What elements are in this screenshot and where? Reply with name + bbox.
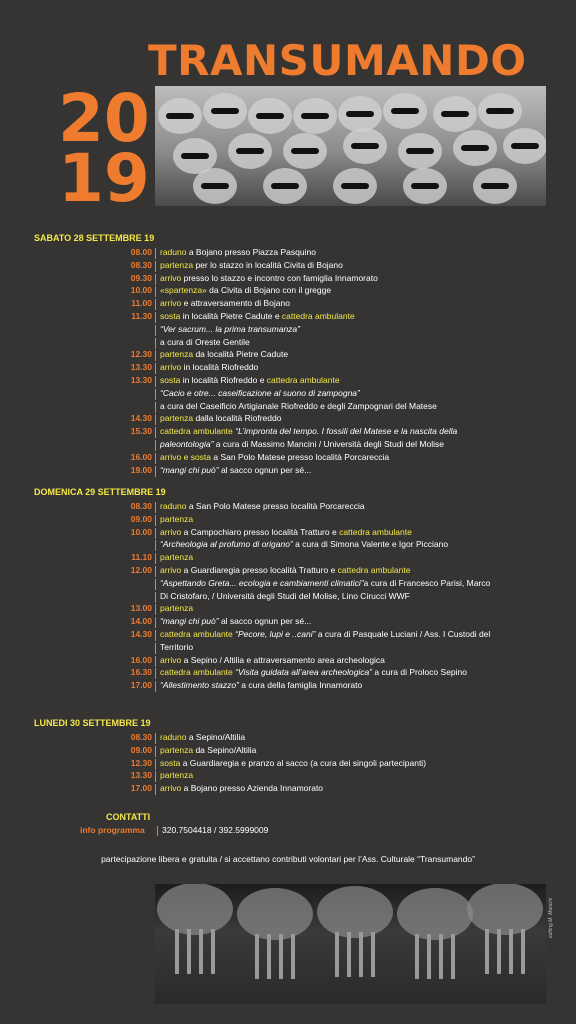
schedule-time: 12.30 bbox=[130, 349, 152, 360]
schedule-divider bbox=[155, 668, 156, 679]
schedule-text: Territorio bbox=[160, 641, 194, 652]
schedule-description bbox=[160, 401, 550, 411]
schedule-divider bbox=[155, 579, 156, 590]
schedule-row bbox=[0, 552, 576, 565]
schedule-text: arrivo bbox=[160, 298, 182, 309]
schedule-text: a cura di Proloco Sepino bbox=[372, 667, 467, 678]
sunglasses-icon bbox=[341, 183, 369, 189]
schedule-text: arrivo bbox=[160, 272, 182, 283]
schedule-text: “Archeologia al profumo di origano” bbox=[160, 539, 293, 550]
schedule-description bbox=[160, 667, 550, 677]
schedule-description bbox=[160, 362, 550, 372]
schedule-description bbox=[160, 324, 550, 334]
schedule-text: partenza bbox=[160, 744, 194, 755]
schedule-text: cattedra ambulante bbox=[337, 565, 411, 575]
schedule-text: “Aspettando Greta... ecologia e cambiamenti climatici” bbox=[160, 577, 364, 588]
schedule-divider bbox=[155, 453, 156, 464]
schedule-text: a San Polo Matese presso località Porcareccia bbox=[211, 451, 390, 462]
schedule-description bbox=[160, 603, 550, 613]
schedule-time: 14.30 bbox=[130, 413, 152, 424]
schedule-description bbox=[160, 311, 550, 321]
sheep-leg bbox=[521, 929, 525, 974]
schedule-row bbox=[0, 324, 576, 337]
schedule-divider bbox=[155, 363, 156, 374]
schedule-divider bbox=[155, 389, 156, 400]
schedule-row bbox=[0, 539, 576, 552]
schedule-text: arrivo bbox=[160, 526, 182, 537]
schedule-time: 11.30 bbox=[131, 311, 152, 321]
schedule-time: 14.00 bbox=[130, 616, 152, 627]
schedule-description bbox=[160, 642, 550, 652]
schedule-divider bbox=[155, 502, 156, 513]
schedule-divider bbox=[155, 630, 156, 641]
schedule-text: “mangi chi può” bbox=[160, 616, 219, 627]
schedule-text: a Sepino/Altilia bbox=[186, 732, 246, 742]
schedule-divider bbox=[155, 350, 156, 361]
sheep-leg bbox=[255, 934, 259, 979]
schedule-description bbox=[160, 629, 550, 639]
schedule-divider bbox=[155, 784, 156, 795]
schedule-row bbox=[0, 311, 576, 324]
info-phone: 320.7504418 / 392.5999009 bbox=[162, 825, 269, 835]
schedule-time: 12.00 bbox=[130, 565, 152, 575]
schedule-text: a cura di Simona Valente e Igor Picciano bbox=[292, 539, 449, 550]
schedule-divider bbox=[155, 617, 156, 628]
schedule-row bbox=[0, 426, 576, 439]
schedule-description bbox=[160, 452, 550, 462]
schedule-divider bbox=[155, 286, 156, 297]
year-top: 20 bbox=[58, 80, 150, 157]
schedule-time: 13.00 bbox=[130, 603, 152, 614]
sunglasses-icon bbox=[256, 113, 284, 119]
schedule-text: da Civita di Bojano con il gregge bbox=[206, 285, 332, 296]
schedule-row bbox=[0, 452, 576, 465]
footer-note: partecipazione libera e gratuita / si accettano contributi volontari per l’Ass. Culturale “Transumando” bbox=[101, 854, 475, 864]
sunglasses-icon bbox=[211, 108, 239, 114]
schedule-time: 11.10 bbox=[131, 552, 152, 563]
schedule-description bbox=[160, 770, 550, 780]
sheep-leg bbox=[497, 929, 501, 974]
schedule-text: “Allestimento stazzo” bbox=[160, 680, 239, 691]
schedule-text: raduno bbox=[160, 501, 187, 511]
schedule-row bbox=[0, 413, 576, 426]
schedule-description bbox=[160, 591, 550, 601]
schedule-text: in località Riofreddo bbox=[181, 362, 259, 373]
sunglasses-icon bbox=[271, 183, 299, 189]
schedule-text: in località Riofreddo e bbox=[180, 375, 267, 385]
sunglasses-icon bbox=[166, 113, 194, 119]
schedule-description bbox=[160, 413, 550, 423]
schedule-text: in località Pietre Cadute e bbox=[180, 311, 282, 321]
schedule-text: per lo stazzo in località Civita di Bojano bbox=[193, 259, 343, 270]
schedule-row bbox=[0, 667, 576, 680]
sheep-leg bbox=[509, 929, 513, 974]
schedule-time: 08.30 bbox=[130, 259, 152, 270]
sheep-leg bbox=[267, 934, 271, 979]
schedule-time: 10.00 bbox=[130, 285, 152, 296]
schedule-row bbox=[0, 655, 576, 668]
schedule-row bbox=[0, 680, 576, 693]
schedule-divider bbox=[155, 376, 156, 387]
schedule-row bbox=[0, 501, 576, 514]
schedule-row bbox=[0, 273, 576, 286]
schedule-text: Di Cristofaro, / Università degli Studi del Molise, Lino Cirucci WWF bbox=[160, 590, 410, 601]
schedule-text: “Ver sacrum... la prima transumanza” bbox=[160, 323, 300, 334]
sheep-leg bbox=[199, 929, 203, 974]
schedule-divider bbox=[155, 746, 156, 757]
schedule-description bbox=[160, 285, 550, 295]
schedule-text: sosta bbox=[160, 311, 181, 321]
schedule-description bbox=[160, 655, 550, 665]
schedule-divider bbox=[155, 248, 156, 259]
schedule-description bbox=[160, 247, 550, 257]
schedule-divider bbox=[155, 402, 156, 413]
sunglasses-icon bbox=[486, 108, 514, 114]
schedule-time: 09.00 bbox=[130, 513, 152, 524]
schedule-time: 16.00 bbox=[130, 451, 152, 462]
schedule-time: 12.30 bbox=[130, 757, 152, 768]
schedule-time: 19.00 bbox=[130, 464, 152, 475]
sheep-body bbox=[237, 888, 313, 940]
schedule-time: 16.00 bbox=[130, 654, 152, 665]
schedule-time: 09.00 bbox=[130, 744, 152, 755]
schedule-row bbox=[0, 260, 576, 273]
schedule-description bbox=[160, 465, 550, 475]
schedule-row bbox=[0, 401, 576, 414]
schedule-row bbox=[0, 642, 576, 655]
schedule-row bbox=[0, 247, 576, 260]
schedule-text: a Sepino / Altilia e attraversamento area archeologica bbox=[181, 654, 385, 665]
schedule-text: e attraversamento di Bojano bbox=[181, 298, 290, 309]
schedule-time: 13.30 bbox=[130, 362, 152, 373]
sheep-leg bbox=[415, 934, 419, 979]
sheep-body bbox=[157, 884, 233, 935]
sheep-leg bbox=[439, 934, 443, 979]
schedule-row bbox=[0, 337, 576, 350]
schedule-row bbox=[0, 388, 576, 401]
schedule-description bbox=[160, 539, 550, 549]
schedule-description bbox=[160, 565, 550, 575]
schedule-text: “Pecore, lupi e ..cani” bbox=[232, 629, 316, 639]
schedule-time: 08.30 bbox=[130, 732, 152, 742]
schedule-divider bbox=[155, 427, 156, 438]
schedule-description bbox=[160, 514, 550, 524]
sheep-leg bbox=[211, 929, 215, 974]
poster-title: TRANSUMANDO bbox=[148, 36, 527, 85]
schedule-text: raduno bbox=[160, 247, 187, 257]
sunglasses-icon bbox=[511, 143, 539, 149]
schedule-time: 08.30 bbox=[130, 501, 152, 511]
schedule-description bbox=[160, 680, 550, 690]
schedule-description bbox=[160, 375, 550, 385]
schedule-row bbox=[0, 527, 576, 540]
schedule-description bbox=[160, 426, 550, 436]
schedule-divider bbox=[155, 466, 156, 477]
photo-credit: editing M. Mancini bbox=[548, 897, 554, 938]
sheep-body bbox=[467, 884, 543, 935]
schedule-row bbox=[0, 783, 576, 796]
schedule-time: 13.30 bbox=[130, 375, 152, 385]
schedule-row bbox=[0, 770, 576, 783]
info-divider bbox=[157, 826, 158, 836]
day-heading: LUNEDI 30 SETTEMBRE 19 bbox=[34, 718, 151, 728]
schedule-row bbox=[0, 565, 576, 578]
sheep-leg bbox=[485, 929, 489, 974]
schedule-divider bbox=[155, 771, 156, 782]
schedule-text: partenza bbox=[160, 603, 194, 614]
schedule-time: 15.30 bbox=[130, 426, 152, 437]
schedule-description bbox=[160, 298, 550, 308]
schedule-text: a Guardiaregia presso località Tratturo e bbox=[181, 565, 338, 575]
schedule-text: a cura di Massimo Mancini / Università degli Studi del Molise bbox=[213, 439, 444, 449]
schedule-time: 11.00 bbox=[131, 298, 152, 309]
schedule-text: sosta bbox=[160, 375, 181, 385]
schedule-row bbox=[0, 285, 576, 298]
sheep-legs-photo bbox=[155, 884, 546, 1004]
schedule-text: a Bojano presso Azienda Innamorato bbox=[181, 783, 324, 794]
schedule-divider bbox=[155, 553, 156, 564]
schedule-description bbox=[160, 745, 550, 755]
schedule-row bbox=[0, 745, 576, 758]
schedule-text: da Sepino/Altilia bbox=[193, 744, 257, 755]
schedule-text: cattedra ambulante bbox=[160, 667, 233, 678]
sheep-leg bbox=[359, 932, 363, 977]
schedule-text: partenza bbox=[160, 552, 194, 563]
schedule-text: a cura di Oreste Gentile bbox=[160, 336, 250, 347]
schedule-description bbox=[160, 260, 550, 270]
schedule-description bbox=[160, 527, 550, 537]
schedule-row bbox=[0, 362, 576, 375]
schedule-divider bbox=[155, 566, 156, 577]
schedule-divider bbox=[155, 656, 156, 667]
sheep-body bbox=[397, 888, 473, 940]
schedule-text: cattedra ambulante bbox=[160, 629, 233, 639]
sunglasses-icon bbox=[481, 183, 509, 189]
schedule-text: sosta bbox=[160, 757, 181, 768]
contacts-heading: CONTATTI bbox=[106, 812, 151, 822]
sheep-leg bbox=[427, 934, 431, 979]
sheep-leg bbox=[291, 934, 295, 979]
schedule-time: 13.30 bbox=[130, 770, 152, 781]
schedule-text: a Bojano presso Piazza Pasquino bbox=[186, 247, 316, 257]
schedule-text: partenza bbox=[160, 259, 194, 270]
schedule-text: paleontologia” bbox=[160, 439, 214, 449]
schedule-text: cattedra ambulante bbox=[266, 375, 340, 385]
schedule-text: presso lo stazzo e incontro con famiglia Innamorato bbox=[181, 272, 378, 283]
schedule-divider bbox=[155, 312, 156, 323]
schedule-divider bbox=[155, 540, 156, 551]
schedule-divider bbox=[155, 733, 156, 744]
schedule-description bbox=[160, 758, 550, 768]
sheep-leg bbox=[335, 932, 339, 977]
schedule-text: a San Polo Matese presso località Porcareccia bbox=[186, 501, 365, 511]
schedule-description bbox=[160, 337, 550, 347]
schedule-time: 14.30 bbox=[130, 629, 152, 639]
sheep-leg bbox=[187, 929, 191, 974]
sheep-leg bbox=[175, 929, 179, 974]
sunglasses-icon bbox=[391, 108, 419, 114]
sunglasses-icon bbox=[461, 145, 489, 151]
schedule-text: partenza bbox=[160, 770, 194, 781]
sheep-leg bbox=[347, 932, 351, 977]
schedule-time: 16.30 bbox=[130, 667, 152, 678]
schedule-text: arrivo e sosta bbox=[160, 451, 212, 462]
schedule-text: «spartenza» bbox=[160, 285, 207, 296]
year-bottom: 19 bbox=[58, 140, 150, 217]
schedule-description bbox=[160, 783, 550, 793]
schedule-divider bbox=[155, 325, 156, 336]
schedule-row bbox=[0, 298, 576, 311]
schedule-time: 17.00 bbox=[130, 783, 152, 794]
schedule-divider bbox=[155, 261, 156, 272]
schedule-divider bbox=[155, 338, 156, 349]
schedule-row bbox=[0, 591, 576, 604]
schedule-description bbox=[160, 732, 550, 742]
schedule-text: a cura di Pasquale Luciani / Ass. I Custodi del bbox=[315, 629, 491, 639]
schedule-text: al sacco ognun per sé... bbox=[218, 616, 312, 627]
sheep-sunglasses-photo bbox=[155, 86, 546, 206]
schedule-row bbox=[0, 732, 576, 745]
schedule-text: a cura di Francesco Parisi, Marco bbox=[363, 577, 491, 588]
schedule-time: 10.00 bbox=[130, 526, 152, 537]
schedule-text: a cura della famiglia Innamorato bbox=[238, 680, 363, 691]
sunglasses-icon bbox=[441, 111, 469, 117]
schedule-text: arrivo bbox=[160, 565, 182, 575]
schedule-divider bbox=[155, 274, 156, 285]
schedule-text: arrivo bbox=[160, 654, 182, 665]
day-heading: SABATO 28 SETTEMBRE 19 bbox=[34, 233, 155, 243]
schedule-time: 17.00 bbox=[130, 680, 152, 691]
schedule-row bbox=[0, 758, 576, 771]
schedule-row bbox=[0, 465, 576, 478]
sheep-body bbox=[317, 886, 393, 938]
schedule-row bbox=[0, 439, 576, 452]
schedule-divider bbox=[155, 515, 156, 526]
sunglasses-icon bbox=[346, 111, 374, 117]
schedule-divider bbox=[155, 440, 156, 451]
schedule-divider bbox=[155, 759, 156, 770]
schedule-row bbox=[0, 349, 576, 362]
schedule-divider bbox=[155, 414, 156, 425]
schedule-text: “mangi chi può” bbox=[160, 464, 219, 475]
sheep-leg bbox=[279, 934, 283, 979]
schedule-text: al sacco ognun per sé... bbox=[218, 464, 312, 475]
schedule-text: cattedra ambulante bbox=[339, 526, 412, 537]
schedule-row bbox=[0, 616, 576, 629]
sunglasses-icon bbox=[201, 183, 229, 189]
schedule-description bbox=[160, 501, 550, 511]
schedule-text: partenza bbox=[160, 513, 194, 524]
schedule-row bbox=[0, 603, 576, 616]
schedule-description bbox=[160, 578, 550, 588]
sheep-leg bbox=[371, 932, 375, 977]
schedule-text: arrivo bbox=[160, 362, 182, 373]
sunglasses-icon bbox=[181, 153, 209, 159]
schedule-text: arrivo bbox=[160, 783, 182, 794]
schedule-row bbox=[0, 375, 576, 388]
schedule-time: 09.30 bbox=[130, 272, 152, 283]
schedule-text: a Campochiaro presso località Tratturo e bbox=[181, 526, 340, 537]
sunglasses-icon bbox=[301, 113, 329, 119]
schedule-text: “Cacio e otre... caseificazione al suono di zampogna” bbox=[160, 387, 360, 398]
schedule-description bbox=[160, 439, 550, 449]
schedule-text: da località Pietre Cadute bbox=[193, 349, 289, 360]
schedule-divider bbox=[155, 592, 156, 603]
schedule-description bbox=[160, 388, 550, 398]
sunglasses-icon bbox=[411, 183, 439, 189]
schedule-text: “Visita guidata all’area archeologica” bbox=[232, 667, 373, 678]
schedule-time: 08.00 bbox=[130, 247, 152, 257]
schedule-description bbox=[160, 616, 550, 626]
schedule-description bbox=[160, 349, 550, 359]
schedule-text: “L’impronta del tempo. I fossili del Matese e la nascita della bbox=[232, 426, 458, 437]
schedule-divider bbox=[155, 643, 156, 654]
schedule-description bbox=[160, 552, 550, 562]
sunglasses-icon bbox=[351, 143, 379, 149]
schedule-text: raduno bbox=[160, 732, 187, 742]
schedule-text: cattedra ambulante bbox=[160, 426, 233, 437]
schedule-text: partenza bbox=[160, 349, 194, 360]
schedule-text: a cura del Caseificio Artigianale Riofreddo e degli Zampognari del Matese bbox=[160, 400, 437, 411]
schedule-divider bbox=[155, 604, 156, 615]
schedule-text: a Guardiaregia e pranzo al sacco (a cura dei singoli partecipanti) bbox=[180, 757, 427, 768]
schedule-divider bbox=[155, 299, 156, 310]
sunglasses-icon bbox=[236, 148, 264, 154]
schedule-description bbox=[160, 273, 550, 283]
schedule-row bbox=[0, 514, 576, 527]
schedule-text: dalla località Riofreddo bbox=[193, 413, 282, 424]
schedule-divider bbox=[155, 528, 156, 539]
sheep-leg bbox=[451, 934, 455, 979]
sunglasses-icon bbox=[291, 148, 319, 154]
info-label: info programma bbox=[80, 825, 145, 835]
schedule-row bbox=[0, 629, 576, 642]
day-heading: DOMENICA 29 SETTEMBRE 19 bbox=[34, 487, 166, 497]
schedule-row bbox=[0, 578, 576, 591]
schedule-text: cattedra ambulante bbox=[281, 311, 355, 321]
schedule-divider bbox=[155, 681, 156, 692]
schedule-text: partenza bbox=[160, 413, 194, 424]
sunglasses-icon bbox=[406, 148, 434, 154]
